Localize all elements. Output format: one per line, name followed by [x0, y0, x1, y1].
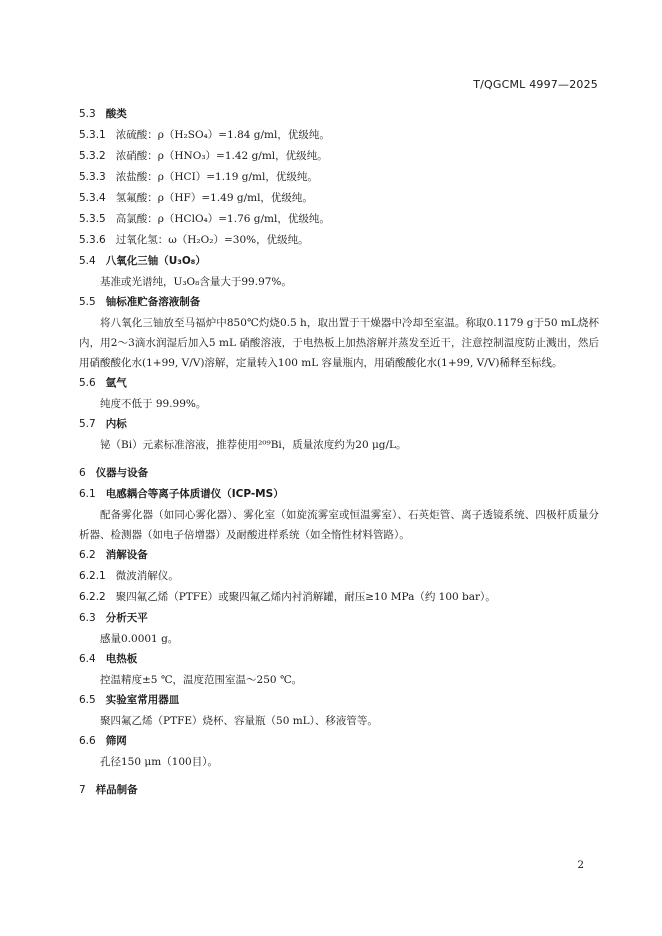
clause-6-2-1: 6.2.1 微波消解仪。 — [79, 570, 179, 582]
section-heading-5-4: 5.4 八氧化三铀（U₃O₈） — [79, 255, 206, 267]
document-body — [79, 104, 599, 801]
clause-5-3-3: 5.3.3 浓盐酸：ρ（HCI）=1.19 g/ml，优级纯。 — [79, 171, 318, 183]
paragraph-6-5: 聚四氟乙烯（PTFE）烧杯、容量瓶（50 mL）、移液管等。 — [100, 715, 378, 727]
section-heading-6-5: 6.5 实验室常用器皿 — [79, 694, 180, 706]
paragraph-5-7: 铋（Bi）元素标准溶液，推荐使用²⁰⁹Bi，质量浓度约为20 μg/L。 — [100, 439, 407, 451]
clause-5-3-2: 5.3.2 浓硝酸：ρ（HNO₃）=1.42 g/ml，优级纯。 — [79, 150, 328, 162]
paragraph-5-6: 纯度不低于 99.99%。 — [100, 398, 207, 410]
section-heading-5-7: 5.7 内标 — [79, 418, 127, 430]
paragraph-6-6: 孔径150 μm（100目）。 — [100, 756, 218, 768]
clause-5-3-5: 5.3.5 高氯酸：ρ（HClO₄）=1.76 g/ml，优级纯。 — [79, 213, 330, 225]
section-heading-5-5: 5.5 铀标准贮备溶液制备 — [79, 296, 201, 308]
page-number: 2 — [577, 859, 584, 871]
chapter-heading-6: 6 仪器与设备 — [79, 467, 149, 479]
paragraph-6-3: 感量0.0001 g。 — [100, 633, 179, 645]
section-heading-6-2: 6.2 消解设备 — [79, 549, 148, 561]
section-heading-5-6: 5.6 氩气 — [79, 377, 127, 389]
section-heading-5-3: 5.3 酸类 — [79, 108, 127, 120]
section-heading-6-6: 6.6 筛网 — [79, 735, 127, 747]
section-heading-6-1: 6.1 电感耦合等离子体质谱仪（ICP-MS） — [79, 488, 284, 500]
clause-5-3-4: 5.3.4 氢氟酸：ρ（HF）=1.49 g/ml，优级纯。 — [79, 192, 313, 204]
clause-6-2-2: 6.2.2 聚四氟乙烯（PTFE）或聚四氟乙烯内衬消解罐，耐压≥10 MPa（约 100 bar）。 — [79, 591, 496, 603]
paragraph-6-4: 控温精度±5 ℃，温度范围室温～250 ℃。 — [100, 674, 303, 686]
paragraph-6-1: 配备雾化器（如同心雾化器）、雾化室（如旋流雾室或恒温雾室）、石英炬管、离子透镜系统、四极杆质量分析器、检测器（如电子倍增器）及耐酸进样系统（如全惰性材料管路）。 — [79, 509, 599, 541]
section-heading-6-3: 6.3 分析天平 — [79, 612, 148, 624]
clause-5-3-6: 5.3.6 过氧化氢：ω（H₂O₂）=30%，优级纯。 — [79, 234, 309, 246]
standard-code: T/QGCML 4997—2025 — [473, 78, 598, 91]
section-heading-6-4: 6.4 电热板 — [79, 653, 138, 665]
paragraph-5-4: 基准或光谱纯，U₃O₈含量大于99.97%。 — [100, 276, 292, 288]
clause-5-3-1: 5.3.1 浓硫酸：ρ（H₂SO₄）=1.84 g/ml，优级纯。 — [79, 129, 330, 141]
chapter-heading-7: 7 样品制备 — [79, 784, 138, 796]
paragraph-5-5: 将八氧化三铀放至马福炉中850℃灼烧0.5 h，取出置于干燥器中冷却至室温。称取0.1179 g于50 mL烧杯内，用2～3滴水润湿后加入5 mL 硝酸溶液，于电热板上加热溶解并蒸发至近干，注意控制温度防止溅出，然后用硝酸酸化水(1+99, V/V)溶解，定量转入100 mL 容量瓶内，用硝酸酸化水(1+99, V/V)稀释至标线。 — [79, 317, 599, 369]
